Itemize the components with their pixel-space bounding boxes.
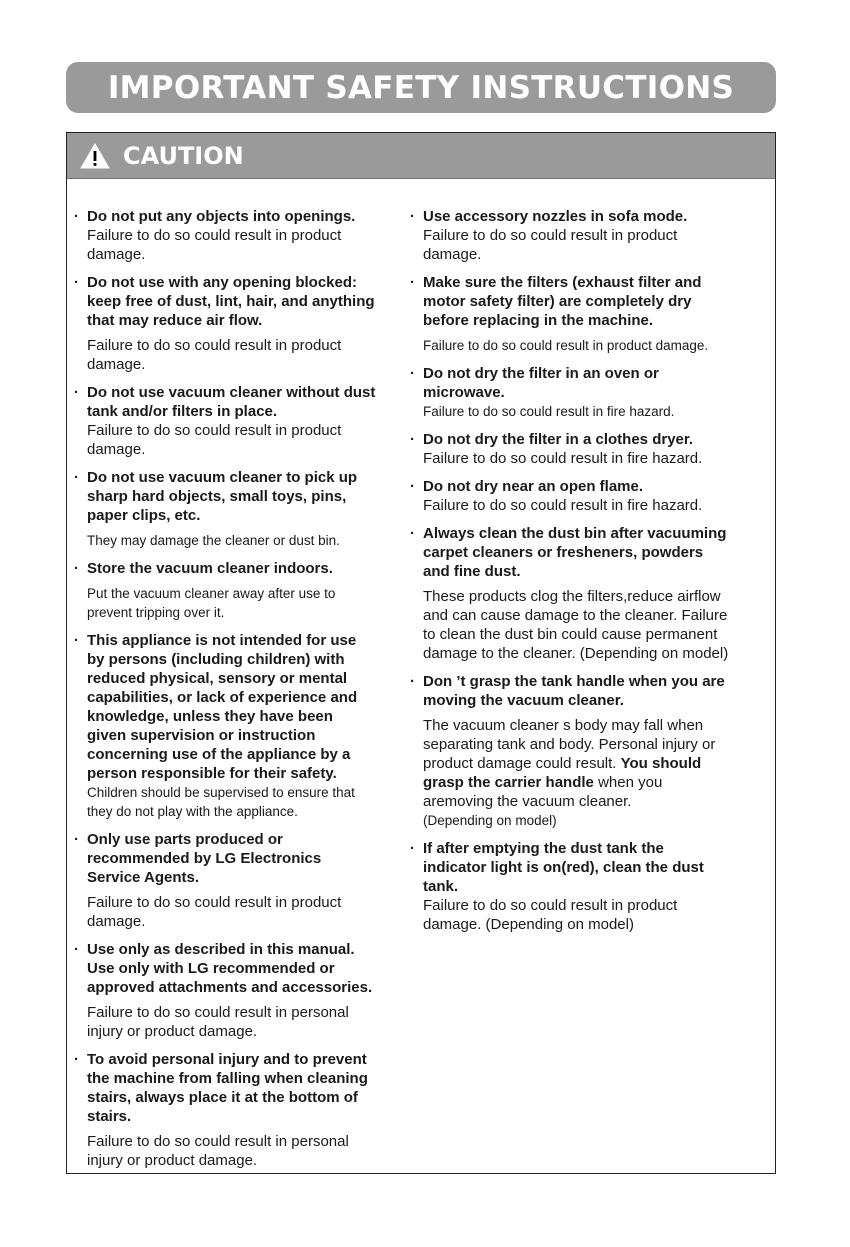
item-heading: This appliance is not intended for use by persons (including children) with reduced physical, sensory or mental capabilities, or lack of experience and knowledge, unless they have been given supervision or instruction concerning use of the appliance by a person responsible for their safety. [87,632,358,782]
list-item [410,477,730,515]
item-body: Failure to do so could result in personal injury or product damage. [87,1004,349,1040]
item-body: Failure to do so could result in product damage. [423,227,678,263]
item-body-note: (Depending on model) [423,813,557,828]
right-column [410,207,730,943]
caution-box [66,132,776,1174]
left-column [74,207,376,1179]
list-item [74,1050,376,1170]
item-heading: Do not use vacuum cleaner to pick up sharp hard objects, small toys, pins, paper clips, etc. [87,469,358,524]
bullet: · [410,208,415,225]
bullet: · [74,831,79,848]
item-heading: Make sure the filters (exhaust filter and motor safety filter) are completely dry before replacing in the machine. [423,274,702,329]
item-body: Failure to do so could result in personal injury or product damage. [87,1133,349,1169]
item-body: Failure to do so could result in product damage. [87,227,342,263]
item-body: Failure to do so could result in fire hazard. [423,497,703,514]
list-item [410,839,730,934]
bullet: · [74,632,79,649]
bullet: · [410,431,415,448]
item-heading: To avoid personal injury and to prevent the machine from falling when cleaning stairs, always place it at the bottom of stairs. [87,1051,368,1125]
list-item [410,273,730,355]
bullet: · [410,274,415,291]
item-body: These products clog the filters,reduce airflow and can cause damage to the cleaner. Failure to clean the dust bin could cause permanent damage to the cleaner. (Depending on model) [423,588,729,662]
item-body: Children should be supervised to ensure that they do not play with the appliance. [87,785,355,819]
item-body: Failure to do so could result in product damage. [87,337,342,373]
item-heading: If after emptying the dust tank the indicator light is on(red), clean the dust tank. [423,840,704,895]
item-heading: Use only as described in this manual. Use only with LG recommended or approved attachments and accessories. [87,941,373,996]
bullet: · [74,560,79,577]
page-title: IMPORTANT SAFETY INSTRUCTIONS [107,69,735,106]
bullet: · [410,840,415,857]
caution-label: CAUTION [123,141,244,170]
list-item [74,631,376,821]
item-body-text: The vacuum cleaner s body may fall when separating tank and body. Personal injury or product damage could result. [423,717,716,772]
item-body-emphasis: You should grasp the carrier handle [423,755,702,791]
bullet: · [74,384,79,401]
item-body: Failure to do so could result in product damage. [87,422,342,458]
bullet: · [410,365,415,382]
item-body: Failure to do so could result in fire hazard. [423,450,703,467]
bullet: · [410,673,415,690]
list-item [74,468,376,550]
item-body [423,716,730,830]
item-heading: Do not use with any opening blocked: keep free of dust, lint, hair, and anything that may reduce air flow. [87,274,375,329]
bullet: · [410,525,415,542]
bullet: · [74,941,79,958]
item-heading: Do not use vacuum cleaner without dust tank and/or filters in place. [87,384,376,420]
list-item [74,559,376,622]
item-body: They may damage the cleaner or dust bin. [87,533,340,548]
item-heading: Store the vacuum cleaner indoors. [87,560,333,577]
bullet: · [74,469,79,486]
item-body-tail: when you aremoving the vacuum cleaner. [423,774,663,810]
item-body: Put the vacuum cleaner away after use to prevent tripping over it. [87,586,336,620]
list-item [74,207,376,264]
list-item [74,940,376,1041]
bullet: · [74,1051,79,1068]
list-item [74,830,376,931]
list-item [410,672,730,830]
item-heading: Do not put any objects into openings. [87,208,356,225]
item-heading: Do not dry near an open flame. [423,478,644,495]
list-item [410,524,730,663]
bullet: · [74,208,79,225]
item-heading: Use accessory nozzles in sofa mode. [423,208,688,225]
bullet: · [74,274,79,291]
item-body: Failure to do so could result in product damage. (Depending on model) [423,897,678,933]
warning-triangle-icon [80,143,110,169]
item-heading: Do not dry the filter in an oven or microwave. [423,365,659,401]
list-item [74,273,376,374]
item-body: Failure to do so could result in fire hazard. [423,404,675,419]
item-body: Failure to do so could result in product damage. [423,338,709,353]
title-banner [66,62,776,113]
item-heading: Only use parts produced or recommended by LG Electronics Service Agents. [87,831,322,886]
caution-header [67,133,775,179]
list-item [410,430,730,468]
list-item [410,207,730,264]
bullet: · [410,478,415,495]
item-body: Failure to do so could result in product damage. [87,894,342,930]
list-item [74,383,376,459]
item-heading: Always clean the dust bin after vacuuming carpet cleaners or fresheners, powders and fine dust. [423,525,727,580]
item-heading: Do not dry the filter in a clothes dryer. [423,431,694,448]
item-heading: Don ’t grasp the tank handle when you are moving the vacuum cleaner. [423,673,725,709]
list-item [410,364,730,421]
